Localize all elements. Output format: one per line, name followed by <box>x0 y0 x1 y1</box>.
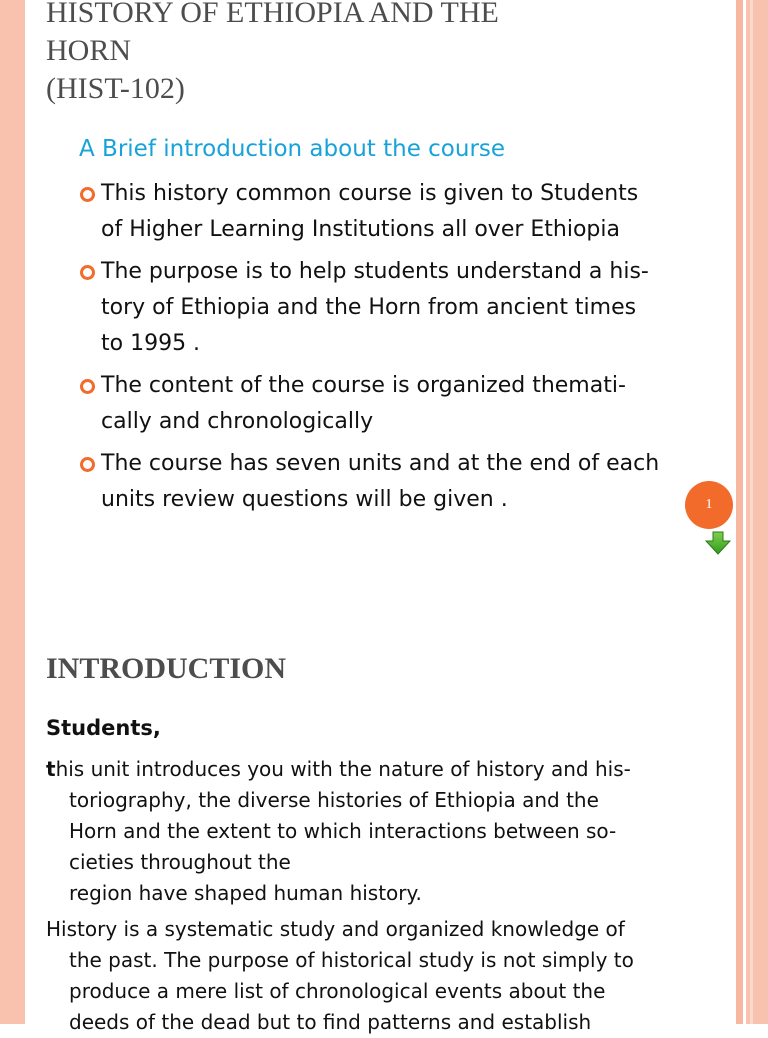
right-decorative-stripes <box>736 0 768 1024</box>
page-number-badge: 1 <box>685 481 733 529</box>
paragraph-line: cieties throughout the <box>69 850 291 874</box>
bullet-line: cally and chronologically <box>101 409 374 434</box>
bullet-line: The purpose is to help students understand a his- <box>101 259 649 284</box>
salutation: Students, <box>46 716 161 740</box>
circle-bullet-icon <box>80 187 95 202</box>
bullet-line: The course has seven units and at the end of each <box>101 451 660 476</box>
circle-bullet-icon <box>80 457 95 472</box>
paragraph-line: toriography, the diverse histories of Ethiopia and the <box>69 788 599 812</box>
slide-subtitle: A Brief introduction about the course <box>79 136 506 162</box>
green-down-arrow-icon[interactable] <box>705 531 731 555</box>
circle-bullet-icon <box>80 265 95 280</box>
bullet-line: of Higher Learning Institutions all over Ethiopia <box>101 217 620 242</box>
bullet-item <box>80 176 720 248</box>
paragraph-line: History is a systematic study and organized knowledge of <box>46 917 625 941</box>
bullet-list <box>80 176 720 524</box>
paragraph <box>46 914 666 1038</box>
paragraph-line: Horn and the extent to which interactions between so- <box>69 819 617 843</box>
paragraph-text: his unit introduces you with the nature of history and his- <box>55 757 631 781</box>
bullet-line: to 1995 . <box>101 331 201 356</box>
circle-bullet-icon <box>80 379 95 394</box>
bullet-item <box>80 368 720 440</box>
slide-title-line: HISTORY OF ETHIOPIA AND THE <box>46 0 499 29</box>
bullet-line: This history common course is given to Students <box>101 181 639 206</box>
paragraph-line <box>46 754 666 785</box>
bullet-line: tory of Ethiopia and the Horn from ancient times <box>101 295 637 320</box>
paragraph <box>46 754 666 909</box>
bullet-item <box>80 254 720 362</box>
paragraph-line: the past. The purpose of historical study is not simply to <box>69 948 634 972</box>
slide-title-line: HORN <box>46 34 132 67</box>
bullet-line: units review questions will be given . <box>101 487 508 512</box>
left-border <box>0 0 25 1024</box>
paragraph-line: deeds of the dead but to find patterns and establish <box>69 1010 592 1034</box>
paragraph-line: region have shaped human history. <box>69 881 422 905</box>
first-letter: t <box>46 757 56 781</box>
bullet-line: The content of the course is organized themati- <box>101 373 626 398</box>
section-heading: INTRODUCTION <box>46 652 287 685</box>
slide-title <box>46 0 646 108</box>
slide-title-line: (HIST-102) <box>46 72 185 105</box>
paragraph-line: produce a mere list of chronological events about the <box>69 979 606 1003</box>
bullet-item <box>80 446 720 518</box>
